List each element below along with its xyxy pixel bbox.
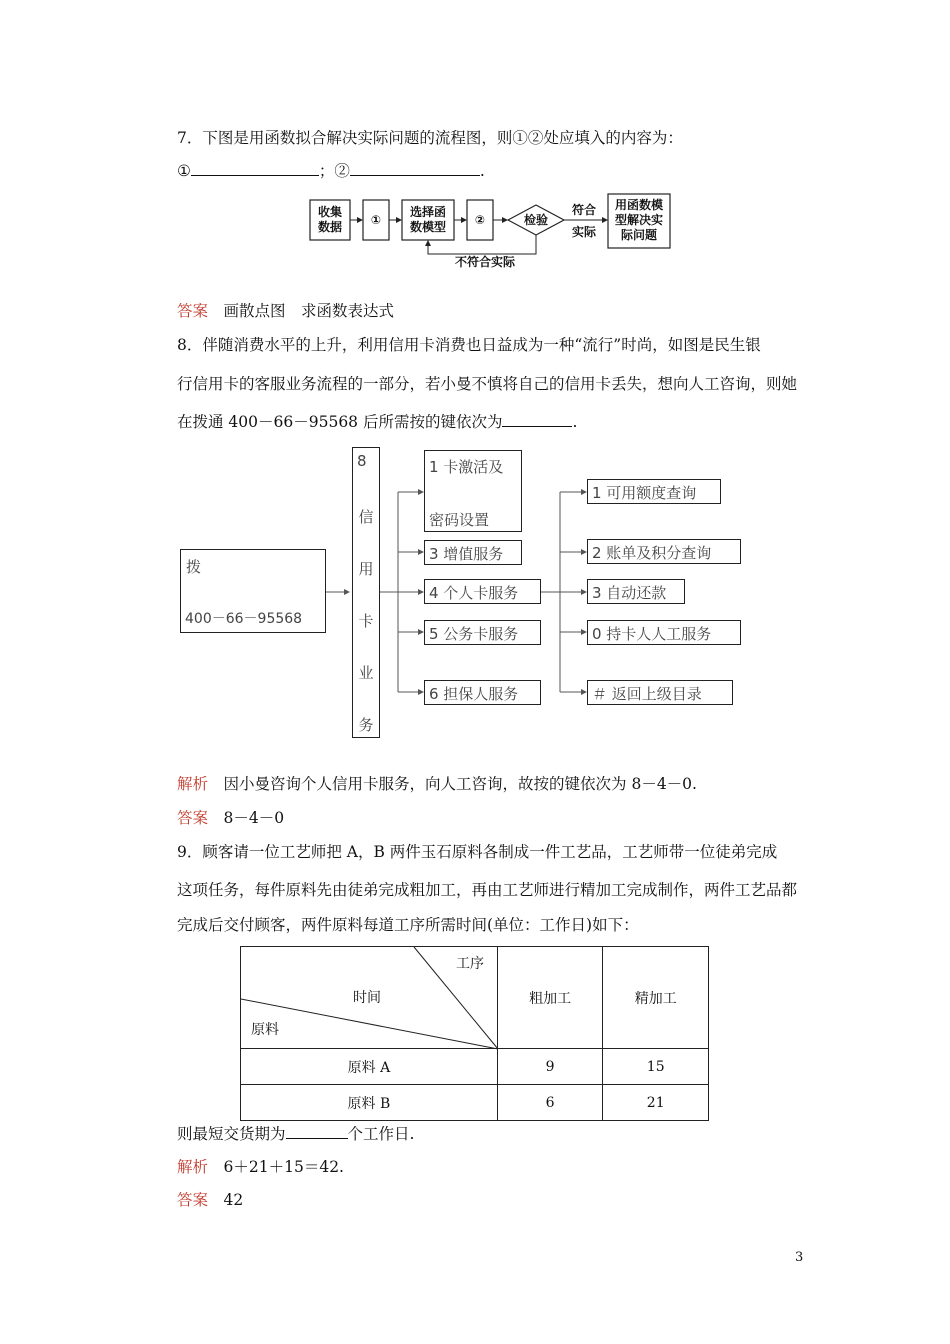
business-box: 5 公务卡服务 [424, 620, 541, 645]
dial-label: 拨 [186, 558, 202, 576]
q8-answer: 答案 8－4－0 [177, 809, 285, 827]
q8-stem-line3: 在拨通 400－66－95568 后所需按的键依次为 . [177, 413, 578, 431]
q7-answer: 答案 画散点图 求函数表达式 [177, 302, 395, 320]
flow-fit-text: 符合 [571, 203, 596, 217]
personal-box: 4 个人卡服务 [424, 579, 541, 604]
page-number: 3 [795, 1250, 804, 1265]
right-item-1: 1 可用额度查询 [587, 479, 721, 504]
table-row: 原料 A 9 15 [241, 1049, 709, 1085]
answer-label: 答案 [177, 302, 209, 320]
answer-label: 答案 [177, 1191, 209, 1209]
q8-stem-line2: 行信用卡的客服业务流程的一部分，若小曼不慎将自己的信用卡丢失，想向人工咨询，则她 [177, 375, 798, 393]
flow-check-text: 检验 [523, 213, 548, 227]
activate-box: 1 卡激活及 密码设置 [424, 450, 522, 532]
table-row: 原料 B 6 21 [241, 1085, 709, 1121]
flow-choose-text: 选择函 数模型 [409, 205, 446, 234]
header-rough: 粗加工 [497, 947, 603, 1049]
corner-material: 原料 [251, 1022, 279, 1038]
q9-stem-line3: 完成后交付顾客，两件原料每道工序所需时间(单位：工作日)如下： [177, 916, 639, 934]
q9-stem-line2: 这项任务，每件原料先由徒弟完成粗加工，再由工艺师进行精加工完成制作，两件工艺品都 [177, 881, 798, 899]
q8-analysis: 解析 因小曼咨询个人信用卡服务，向人工咨询，故按的键依次为 8－4－0. [177, 775, 697, 793]
dial-number: 400－66－95568 [185, 611, 303, 627]
right-item-2: 2 账单及积分查询 [587, 539, 741, 564]
right-item-3: 3 自动还款 [587, 579, 685, 604]
q7-fill-line: ① ；② . [177, 162, 485, 180]
q9-fill: 则最短交货期为 个工作日. [177, 1125, 415, 1143]
card-service-box: 8 信 用 卡 业 务 [352, 447, 380, 738]
guarantor-box: 6 担保人服务 [424, 680, 541, 705]
topup-box: 3 增值服务 [424, 540, 522, 565]
q9-analysis: 解析 6＋21＋15＝42. [177, 1158, 344, 1176]
flow-step1-text: ① [370, 213, 382, 227]
flow-notfit-text: 不符合实际 [454, 255, 515, 269]
flow-result-text: 用函数模 型解决实 际问题 [614, 198, 663, 242]
right-item-4: 0 持卡人人工服务 [587, 620, 741, 645]
table-corner-cell [241, 947, 498, 1049]
flow-collect-text: 收集 数据 [317, 205, 342, 234]
q9-stem-line1: 9．顾客请一位工艺师把 A，B 两件玉石原料各制成一件工艺品，工艺师带一位徒弟完成 [177, 843, 778, 861]
q9-answer: 答案 42 [177, 1191, 244, 1209]
q9-table [240, 946, 709, 1121]
flow-step2-text: ② [474, 213, 486, 227]
q7-blank1-label: ① [177, 162, 191, 180]
corner-process: 工序 [456, 956, 484, 972]
q8-stem-line1: 8．伴随消费水平的上升，利用信用卡消费也日益成为一种“流行”时尚，如图是民生银 [177, 336, 761, 354]
answer-label: 答案 [177, 809, 209, 827]
dial-box [180, 549, 326, 633]
right-item-5: ＃ 返回上级目录 [587, 680, 733, 705]
q7-stem: 7．下图是用函数拟合解决实际问题的流程图，则①②处应填入的内容为： [177, 129, 683, 147]
analysis-label: 解析 [177, 775, 209, 793]
q7-blank2-label: ；② [318, 162, 350, 180]
analysis-label: 解析 [177, 1158, 209, 1176]
corner-time: 时间 [353, 990, 381, 1006]
flow-fit-text-2: 实际 [571, 225, 596, 239]
header-fine: 精加工 [603, 947, 709, 1049]
